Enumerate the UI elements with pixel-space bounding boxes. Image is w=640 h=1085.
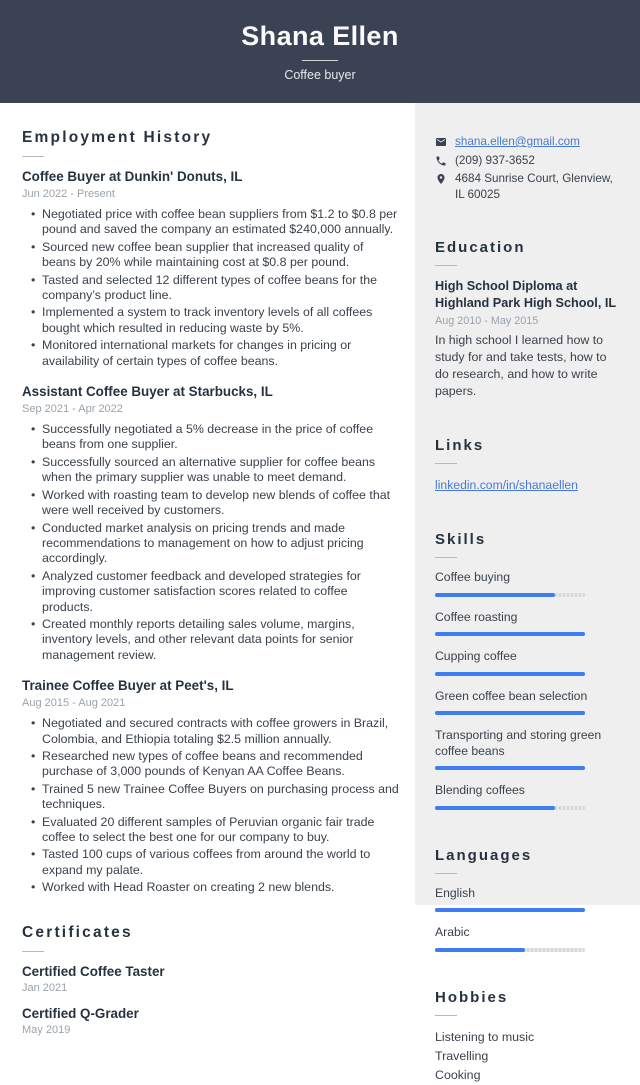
job-title: Coffee Buyer at Dunkin' Donuts, IL: [22, 169, 243, 184]
section-divider: [435, 873, 457, 874]
skill-level-bar: [435, 806, 585, 810]
contact-block: [435, 134, 620, 202]
skill-entry: [435, 728, 620, 770]
certificate-title: Certified Coffee Taster: [22, 963, 165, 979]
hobby-item: Travelling: [435, 1048, 489, 1063]
location-pin-icon: [435, 173, 447, 185]
job-bullet-list: [22, 422, 399, 663]
language-level-fill: [435, 948, 525, 952]
job-bullet: • Analyzed customer feedback and developed strategies for improving customer satisfaction scores related to coffee products.: [42, 569, 399, 615]
section-divider: [435, 557, 457, 558]
job-bullet: • Implemented a system to track inventory levels of all coffees bought which resulted in reducing waste by 5%.: [42, 305, 399, 336]
phone-icon: [435, 155, 447, 167]
section-divider: [435, 265, 457, 266]
job-bullet: • Worked with Head Roaster on creating 2 new blends.: [42, 880, 399, 895]
job-bullet: • Evaluated 20 different samples of Peruvian organic fair trade coffee to select the best one for our company to buy.: [42, 815, 399, 846]
languages-section: [435, 847, 620, 952]
skill-level-fill: [435, 806, 555, 810]
job-bullet: • Worked with roasting team to develop new blends of coffee that were well received by customers.: [42, 488, 399, 519]
language-entry: [435, 925, 620, 952]
employment-history-section: [22, 129, 399, 896]
contact-phone-row: [435, 153, 620, 169]
job-bullet: • Successfully sourced an alternative supplier for coffee beans when the primary supplier was unable to meet demand.: [42, 455, 399, 486]
hobby-item: Cooking: [435, 1067, 481, 1082]
language-level-bar: [435, 948, 585, 952]
job-bullet: • Negotiated price with coffee bean suppliers from $1.2 to $0.8 per pound and saved the company an estimated $240,000 annually.: [42, 207, 399, 238]
job-bullet: • Tasted 100 cups of various coffees from around the world to expand my palate.: [42, 847, 399, 878]
skill-level-fill: [435, 593, 555, 597]
job-bullet-list: [22, 716, 399, 895]
contact-email-row: [435, 134, 620, 150]
skill-entry: [435, 689, 620, 716]
hobby-item: Listening to music: [435, 1029, 535, 1044]
skill-level-bar: [435, 672, 585, 676]
education-degree: High School Diploma at Highland Park High School, IL: [435, 279, 617, 310]
job-subtitle: Coffee buyer: [284, 68, 356, 82]
job-entry: [22, 384, 399, 663]
job-entry: [22, 169, 399, 369]
skill-label: Coffee buying: [435, 570, 510, 584]
skill-label: Coffee roasting: [435, 609, 518, 624]
skill-entry: [435, 610, 620, 637]
certificates-section: [22, 924, 399, 1036]
skill-label: Green coffee bean selection: [435, 688, 588, 703]
education-period: Aug 2010 - May 2015: [435, 315, 539, 327]
job-bullet: • Conducted market analysis on pricing trends and made recommendations to management on how to adjust pricing accordingly.: [42, 521, 399, 567]
section-divider: [435, 1015, 457, 1016]
sidebar: [415, 103, 640, 1082]
links-heading: Links: [435, 437, 485, 454]
language-level-fill: [435, 908, 585, 912]
skill-level-bar: [435, 711, 585, 715]
certificate-entry: [22, 1006, 399, 1036]
contact-address-row: [435, 171, 620, 202]
skill-entry: [435, 783, 620, 810]
email-link[interactable]: shana.ellen@gmail.com: [455, 135, 580, 148]
email-icon: [435, 136, 447, 148]
phone-number: (209) 937-3652: [455, 153, 535, 167]
skill-entry: [435, 649, 620, 676]
certificate-period: May 2019: [22, 1023, 71, 1036]
skill-level-fill: [435, 672, 585, 676]
skill-level-bar: [435, 766, 585, 770]
certificates-heading: Certificates: [22, 923, 133, 941]
page-title: Shana Ellen: [241, 21, 399, 51]
language-label: English: [435, 885, 475, 900]
skill-level-bar: [435, 593, 585, 597]
job-bullet: • Successfully negotiated a 5% decrease in the price of coffee beans from one supplier.: [42, 422, 399, 453]
employment-history-heading: Employment History: [22, 129, 213, 146]
education-description: In high school I learned how to study for and take tests, how to do research, and how to write papers.: [435, 333, 607, 398]
skill-level-fill: [435, 632, 585, 636]
linkedin-link[interactable]: linkedin.com/in/shanaellen: [435, 478, 578, 492]
job-entry: [22, 678, 399, 895]
resume-body: [0, 103, 640, 1082]
section-divider: [22, 156, 44, 157]
job-title: Assistant Coffee Buyer at Starbucks, IL: [22, 384, 273, 400]
language-entry: [435, 886, 620, 913]
job-period: Aug 2015 - Aug 2021: [22, 697, 126, 710]
header-divider: [302, 60, 338, 61]
skill-level-fill: [435, 711, 585, 715]
resume-header: [0, 0, 640, 103]
section-divider: [435, 463, 457, 464]
skill-entry: [435, 570, 620, 597]
section-divider: [22, 951, 44, 952]
links-section: [435, 437, 620, 494]
skill-label: Blending coffees: [435, 783, 525, 797]
hobbies-heading: Hobbies: [435, 988, 509, 1006]
hobbies-section: [435, 989, 620, 1085]
job-bullet-list: [22, 207, 399, 369]
education-section: [435, 239, 620, 400]
skill-label: Cupping coffee: [435, 649, 517, 663]
skill-level-fill: [435, 766, 585, 770]
skills-heading: Skills: [435, 531, 487, 548]
job-bullet: • Negotiated and secured contracts with coffee growers in Brazil, Colombia, and Ethiopia totaling $2.5 million annually.: [42, 716, 399, 747]
skills-section: [435, 531, 620, 810]
job-bullet: • Researched new types of coffee beans and recommended purchase of 3,000 pounds of Kenyan AA Coffee Beans.: [42, 749, 399, 780]
certificate-entry: [22, 964, 399, 994]
job-period: Jun 2022 - Present: [22, 188, 115, 200]
job-title: Trainee Coffee Buyer at Peet's, IL: [22, 678, 234, 694]
education-heading: Education: [435, 239, 526, 256]
skill-level-bar: [435, 632, 585, 636]
language-label: Arabic: [435, 925, 470, 939]
certificate-period: Jan 2021: [22, 981, 68, 994]
job-period: Sep 2021 - Apr 2022: [22, 403, 123, 416]
language-level-bar: [435, 908, 585, 912]
languages-heading: Languages: [435, 846, 533, 864]
job-bullet: • Monitored international markets for changes in pricing or availability of certain types of coffee beans.: [42, 338, 399, 369]
certificate-title: Certified Q-Grader: [22, 1005, 139, 1021]
job-bullet: • Created monthly reports detailing sales volume, margins, inventory levels, and other relevant data points for senior management review.: [42, 617, 399, 663]
job-bullet: • Trained 5 new Trainee Coffee Buyers on purchasing process and techniques.: [42, 782, 399, 813]
main-column: [0, 103, 415, 1036]
skill-label: Transporting and storing green coffee beans: [435, 728, 602, 758]
job-bullet: • Sourced new coffee bean supplier that increased quality of beans by 20% while maintaining cost at $0.8 per pound.: [42, 240, 399, 271]
job-bullet: • Tasted and selected 12 different types of coffee beans for the company’s product line.: [42, 273, 399, 304]
address-text: 4684 Sunrise Court, Glenview, IL 60025: [455, 172, 613, 201]
